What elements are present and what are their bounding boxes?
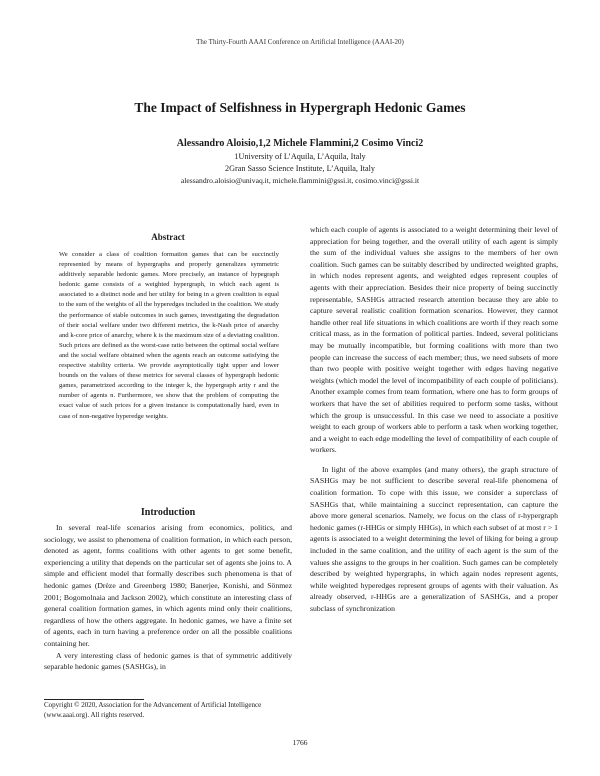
affiliation-2: 2Gran Sasso Science Institute, L’Aquila, Italy bbox=[225, 164, 375, 173]
intro-paragraph: A very interesting class of hedonic games is that of symmetric additively separable hedonic games (SASHGs), in bbox=[44, 650, 292, 672]
page-number: 1766 bbox=[292, 738, 308, 747]
abstract-text: We consider a class of coalition formation games that can be succinctly represented by means of hypergraphs and properly generalizes symmetric additively separable hedonic games. More precisely, an instance of hypegraph hedonic game consists of a weighted hypergraph, in which each agent is associated to a distinct node and her utility for being in a given coalition is equal to the sum of the weights of all the hyperedges included in the coalition. We study the performance of stable outcomes in such games, investigating the degradation of their social welfare under two different metrics, the k-Nash price of anarchy and k-core price of anarchy, where k is the maximum size of a deviating coalition. Such prices are defined as the worst-case ratio between the optimal social welfare and the social welfare obtained when the agents reach an outcome satisfying the respective stability criteria. We provide asymptotically tight upper and lower bounds on the values of these metrics for several classes of hypergraph hedonic games, parametrized according to the integer k, the hypergraph arity r and the number of agents n. Furthermore, we show that the problem of computing the exact value of such prices for a given instance is computationally hard, even in case of non-negative hyperedge weights. bbox=[59, 251, 279, 420]
conference-header: The Thirty-Fourth AAAI Conference on Artificial Intelligence (AAAI-20) bbox=[196, 38, 404, 46]
introduction-heading: Introduction bbox=[140, 507, 196, 518]
intro-paragraph: In several real-life scenarios arising from economics, politics, and sociology, we assist to phenomena of coalition formation, in which each person, denoted as agent, forms coalitions with other agents to get some benefit, experiencing a utility that depends on the particular set of agents she joins to. A simple and efficient model that formally describes such phenomena is that of hedonic games (Drèze and Greenberg 1980; Banerjee, Konishi, and Sönmez 2001; Bogomolnaia and Jackson 2002), which constitute an interesting class of general coalition formation games, in which agents mind only their coalitions, regardless of how the others aggregate. In hedonic games, we have a finite set of agents, each in turn having a preference order on all the possible coalitions containing her. bbox=[44, 523, 292, 648]
copyright-footnote: Copyright © 2020, Association for the Advancement of Artificial Intelligence (www.aaai.org). All rights reserved. bbox=[44, 701, 262, 719]
body-paragraph: In light of the above examples (and many others), the graph structure of SASHGs may be not sufficient to describe several real-life phenomena of coalition formation. To cope with this issue, we consider a superclass of SASHGs that, while maintaining a succinct representation, can capture the above more general scenarios. Namely, we focus on the class of r-hypergraph hedonic games (r-HHGs or simply HHGs), in which each subset of at most r > 1 agents is associated to a weight determining the level of liking for being a group included in the same coalition, and the utility of each agent is the sum of the values she assigns to the groups in her coalition. Such games can be completely described by weighted hypergraphs, in which again nodes represent agents, while weighted hyperedges represent groups of agents with their valuation. As already observed, r-HHGs are a generalization of SASHGs, and a proper subclass of synchronization bbox=[310, 464, 558, 613]
author-emails: alessandro.aloisio@univaq.it, michele.flammini@gssi.it, cosimo.vinci@gssi.it bbox=[180, 176, 420, 185]
right-column bbox=[310, 224, 558, 615]
affiliation-1: 1University of L’Aquila, L’Aquila, Italy bbox=[234, 152, 366, 161]
footnote-rule bbox=[44, 699, 144, 700]
introduction-column bbox=[44, 522, 292, 673]
body-paragraph: which each couple of agents is associated to a weight determining their level of appreciation for being together, and the overall utility of each agent is simply the sum of the individual values she assigns to the members of her own coalition. Such games can be suitably described by undirected weighted graphs, in which nodes represent agents, and weighted edges represent couples of agents with their appreciation. Besides their nice property of being succinctly representable, SASHGs attracted research attention because they are able to capture several realistic coalition formation scenarios. However, they cannot handle other real life situations in which coalitions are worth if they reach some critical mass, as in the formation of political parties. Indeed, several politicians may be mutually incompatible, but forming coalitions with more than two people can increase the success of each member; thus, we need subsets of more than two people with positive weight together with edges having negative weights (which model the level of incompatibility of each couple of politicians). Another example comes from team formation, where one has to form groups of workers that have the set of abilities required to perform some tasks, without which the group is unsuccessful. In this case we need to associate a positive weight to each group of workers able to perform a task when working together, and a weight to each edge modelling the level of compatibility of each couple of workers. bbox=[310, 225, 558, 455]
paper-title: The Impact of Selfishness in Hypergraph Hedonic Games bbox=[134, 100, 466, 115]
abstract-heading: Abstract bbox=[151, 232, 185, 242]
author-list: Alessandro Aloisio,1,2 Michele Flammini,2 Cosimo Vinci2 bbox=[176, 138, 424, 149]
